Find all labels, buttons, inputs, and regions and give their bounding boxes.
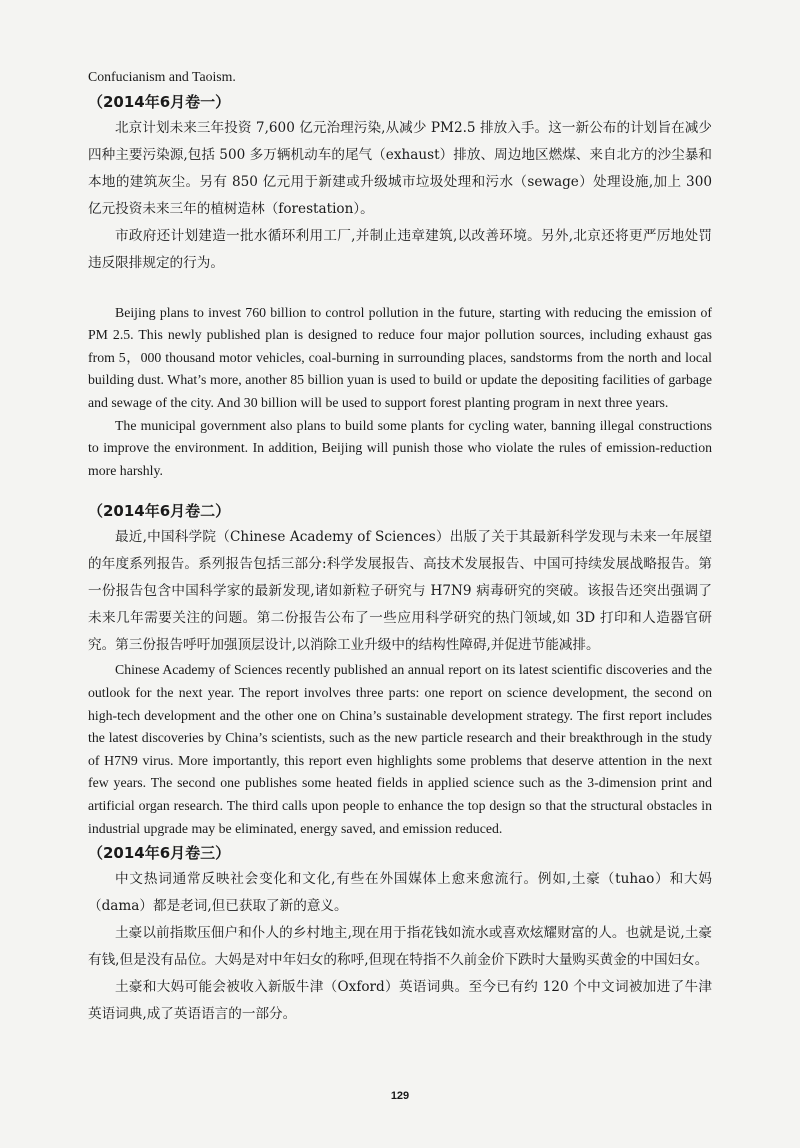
chinese-paragraph: 土豪和大妈可能会被收入新版牛津（Oxford）英语词典。至今已有约 120 个中文词被加进了牛津英语词典,成了英语语言的一部分。 xyxy=(88,979,712,1023)
document-page xyxy=(88,66,712,1028)
chinese-paragraph: 北京计划未来三年投资 7,600 亿元治理污染,从减少 PM2.5 排放入手。这一新公布的计划旨在减少四种主要污染源,包括 500 多万辆机动车的尾气（exhaust）排放、周边地区燃煤、来自北方的沙尘暴和本地的建筑灰尘。另有 850 亿元用于新建或升级城市垃圾处理和污水（sewage）处理设施,加上 300 亿元投资未来三年的植树造林（forestation）。 xyxy=(88,119,712,217)
section-heading-1: （2014年6月卷一） xyxy=(88,92,231,111)
section-heading-3: （2014年6月卷三） xyxy=(88,844,231,863)
chinese-paragraph: 中文热词通常反映社会变化和文化,有些在外国媒体上愈来愈流行。例如,土豪（tuhao）和大妈（dama）都是老词,但已获取了新的意义。 xyxy=(88,871,712,915)
english-paragraph: Beijing plans to invest 760 billion to control pollution in the future, starting with reducing the emission of PM 2.5. This newly published plan is designed to reduce four major pollution sources, including exhaust gas from 5，000 thousand motor vehicles, coal-burning in surrounding places, sandstorms from the north and local building dust. What’s more, another 85 billion yuan is used to build or update the depositing facilities of garbage and sewage of the city. And 30 billion will be used to support forest planting program in next three years. xyxy=(88,304,712,410)
chinese-paragraph: 市政府还计划建造一批水循环利用工厂,并制止违章建筑,以改善环境。另外,北京还将更严厉地处罚违反限排规定的行为。 xyxy=(88,227,712,271)
english-paragraph: The municipal government also plans to build some plants for cycling water, banning illegal constructions to improve the environment. In addition, Beijing will punish those who violate the rules of emission-reduction more harshly. xyxy=(88,417,712,478)
page-number: 129 xyxy=(390,1090,410,1102)
chinese-paragraph: 最近,中国科学院（Chinese Academy of Sciences）出版了关于其最新科学发现与未来一年展望的年度系列报告。系列报告包括三部分:科学发展报告、高技术发展报告、中国可持续发展战略报告。第一份报告包含中国科学家的最新发现,诸如新粒子研究与 H7N9 病毒研究的突破。该报告还突出强调了未来几年需要关注的问题。第二份报告公布了一些应用科学研究的热门领域,如 3D 打印和人造器官研究。第三份报告呼吁加强顶层设计,以消除工业升级中的结构性障碍,并促进节能减排。 xyxy=(88,529,712,654)
section-heading-2: （2014年6月卷二） xyxy=(88,502,231,521)
chinese-paragraph: 土豪以前指欺压佃户和仆人的乡村地主,现在用于指花钱如流水或喜欢炫耀财富的人。也就是说,土豪有钱,但是没有品位。大妈是对中年妇女的称呼,但现在特指不久前金价下跌时大量购买黄金的中国妇女。 xyxy=(88,925,712,969)
continuation-line: Confucianism and Taoism. xyxy=(88,69,236,84)
english-paragraph: Chinese Academy of Sciences recently published an annual report on its latest scientific discoveries and the outlook for the next year. The report involves three parts: one report on science development, the second on high-tech development and the other one on China’s sustainable development strategy. The first report includes the latest discoveries by China’s scientists, such as the new particle research and their breakthrough in the study of H7N9 virus. More importantly, this report even highlights some problems that deserve attention in the next few years. The second one publishes some heated fields in applied science such as the 3-dimension print and artificial organ research. The third calls upon people to enhance the top design so that the structural obstacles in industrial upgrade may be eliminated, energy saved, and emission reduced. xyxy=(88,662,712,836)
